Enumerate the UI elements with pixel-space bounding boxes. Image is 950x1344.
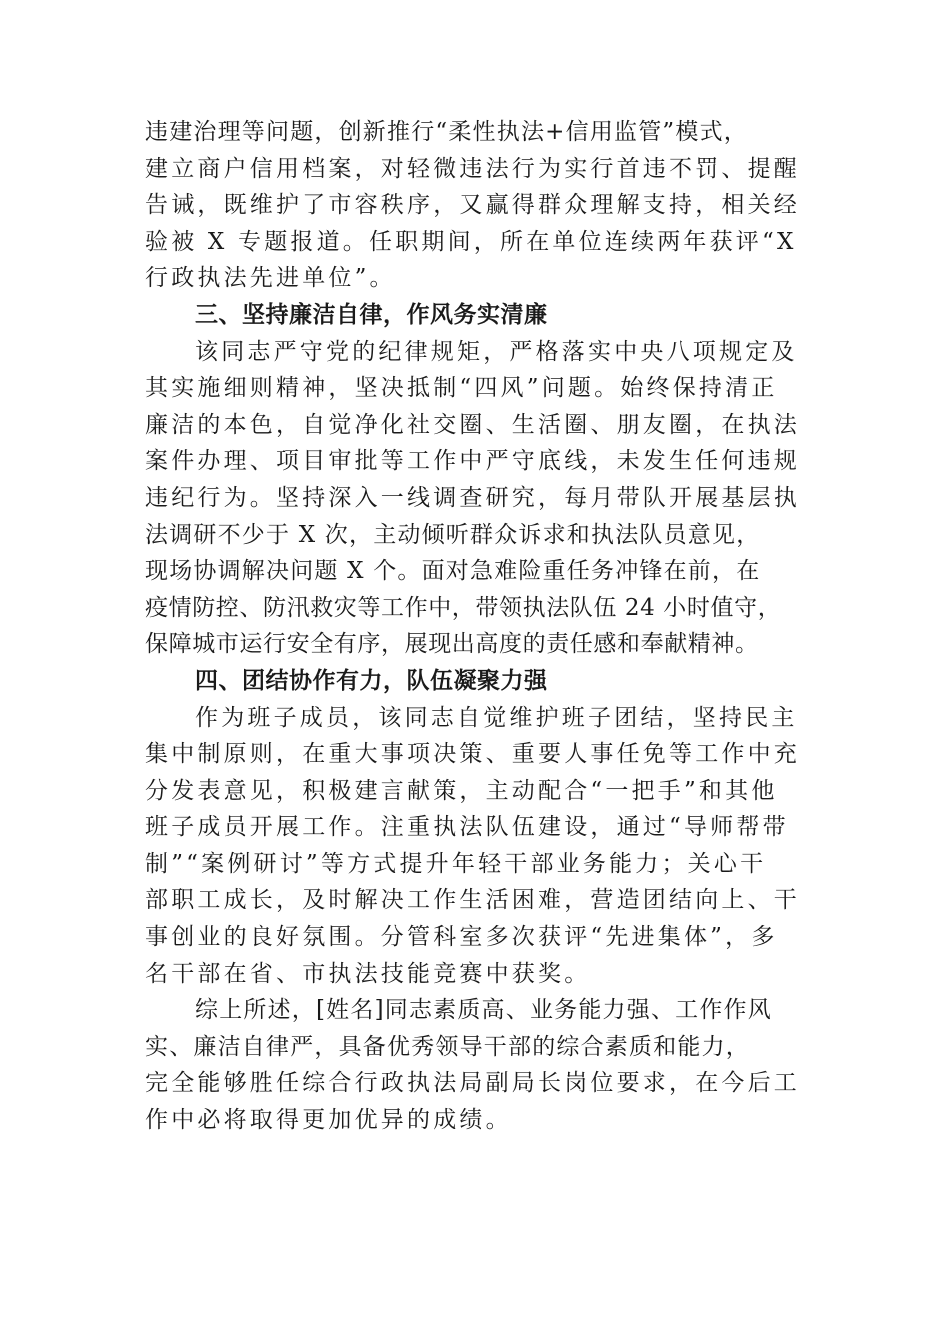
paragraph-line: 作中必将取得更加优异的成绩。 <box>145 1107 512 1134</box>
paragraph-line: 廉洁的本色，自觉净化社交圈、生活圈、朋友圈，在执法 <box>145 411 800 438</box>
paragraph-line: 完全能够胜任综合行政执法局副局长岗位要求，在今后工 <box>145 1070 800 1097</box>
paragraph-line: 班子成员开展工作。注重执法队伍建设，通过“导师帮带 <box>145 814 789 841</box>
paragraph-line: 制”“案例研讨”等方式提升年轻干部业务能力；关心干 <box>145 850 767 877</box>
paragraph-line: 该同志严守党的纪律规矩，严格落实中央八项规定及 <box>195 338 798 365</box>
document-body <box>145 114 805 1139</box>
paragraph-line: 作为班子成员，该同志自觉维护班子团结，坚持民主 <box>195 704 798 731</box>
paragraph-line: 告诫，既维护了市容秩序，又赢得群众理解支持，相关经 <box>145 192 800 219</box>
paragraph-line: 违纪行为。坚持深入一线调查研究，每月带队开展基层执 <box>145 484 800 511</box>
paragraph-line: 建立商户信用档案，对轻微违法行为实行首违不罚、提醒 <box>145 155 800 182</box>
paragraph-line: 疫情防控、防汛救灾等工作中，带领执法队伍 24 小时值守， <box>145 594 782 621</box>
paragraph-line: 实、廉洁自律严，具备优秀领导干部的综合素质和能力， <box>145 1033 750 1060</box>
paragraph-line: 验被 X 专题报道。任职期间，所在单位连续两年获评“X <box>145 228 797 255</box>
paragraph-line: 保障城市运行安全有序，展现出高度的责任感和奉献精神。 <box>145 631 759 658</box>
paragraph-line: 现场协调解决问题 X 个。面对急难险重任务冲锋在前，在 <box>145 558 761 585</box>
paragraph-line: 集中制原则，在重大事项决策、重要人事任免等工作中充 <box>145 741 800 768</box>
section-heading-3: 三、坚持廉洁自律，作风务实清廉 <box>195 301 548 328</box>
paragraph-line: 法调研不少于 X 次，主动倾听群众诉求和执法队员意见， <box>145 521 761 548</box>
paragraph-line: 事创业的良好氛围。分管科室多次获评“先进集体”，多 <box>145 924 778 951</box>
paragraph-line: 其实施细则精神，坚决抵制“四风”问题。始终保持清正 <box>145 375 778 402</box>
paragraph-line: 分发表意见，积极建言献策，主动配合“一把手”和其他 <box>145 777 778 804</box>
paragraph-line: 综上所述，[姓名]同志素质高、业务能力强、工作作风 <box>195 997 772 1024</box>
paragraph-line: 部职工成长，及时解决工作生活困难，营造团结向上、干 <box>145 887 800 914</box>
paragraph-line: 行政执法先进单位”。 <box>145 265 396 292</box>
paragraph-line: 案件办理、项目审批等工作中严守底线，未发生任何违规 <box>145 448 800 475</box>
section-heading-4: 四、团结协作有力，队伍凝聚力强 <box>195 667 548 694</box>
paragraph-line: 违建治理等问题，创新推行“柔性执法+信用监管”模式， <box>145 119 748 145</box>
paragraph-line: 名干部在省、市执法技能竞赛中获奖。 <box>145 960 591 987</box>
